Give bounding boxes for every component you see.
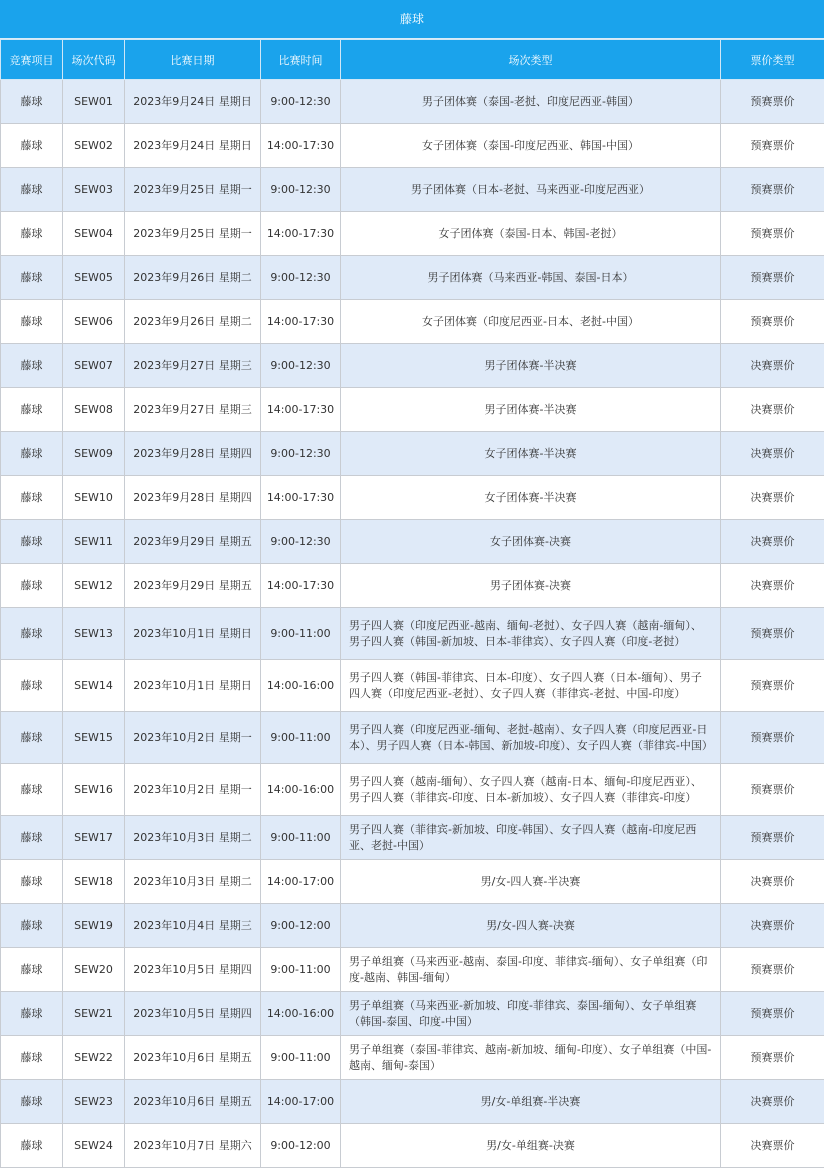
cell-date: 2023年10月6日 星期五 [125, 1036, 261, 1080]
cell-time: 9:00-12:30 [261, 432, 341, 476]
table-row [1, 712, 824, 764]
cell-sport: 藤球 [1, 1124, 63, 1168]
header-row [1, 40, 824, 80]
table-row [1, 476, 824, 520]
cell-date: 2023年9月28日 星期四 [125, 476, 261, 520]
cell-sport: 藤球 [1, 388, 63, 432]
cell-time: 14:00-17:00 [261, 860, 341, 904]
cell-type: 男子团体赛（泰国-老挝、印度尼西亚-韩国） [341, 80, 721, 124]
cell-price: 决赛票价 [721, 520, 824, 564]
cell-date: 2023年10月4日 星期三 [125, 904, 261, 948]
cell-price: 决赛票价 [721, 564, 824, 608]
cell-date: 2023年9月27日 星期三 [125, 344, 261, 388]
cell-date: 2023年9月24日 星期日 [125, 124, 261, 168]
cell-code: SEW12 [63, 564, 125, 608]
table-row [1, 1124, 824, 1168]
cell-time: 9:00-12:30 [261, 344, 341, 388]
cell-sport: 藤球 [1, 432, 63, 476]
cell-time: 14:00-17:30 [261, 476, 341, 520]
cell-sport: 藤球 [1, 1080, 63, 1124]
cell-type: 男子四人赛（韩国-菲律宾、日本-印度）、女子四人赛（日本-缅甸）、男子四人赛（印度尼西亚-老挝）、女子四人赛（菲律宾-老挝、中国-印度） [341, 660, 721, 712]
cell-sport: 藤球 [1, 904, 63, 948]
cell-time: 14:00-17:00 [261, 1080, 341, 1124]
cell-type: 女子团体赛-半决赛 [341, 476, 721, 520]
cell-code: SEW17 [63, 816, 125, 860]
cell-time: 14:00-17:30 [261, 212, 341, 256]
cell-date: 2023年9月25日 星期一 [125, 168, 261, 212]
cell-code: SEW04 [63, 212, 125, 256]
cell-date: 2023年9月29日 星期五 [125, 564, 261, 608]
cell-price: 决赛票价 [721, 860, 824, 904]
cell-time: 9:00-12:00 [261, 904, 341, 948]
cell-time: 14:00-17:30 [261, 124, 341, 168]
cell-code: SEW23 [63, 1080, 125, 1124]
cell-code: SEW22 [63, 1036, 125, 1080]
cell-sport: 藤球 [1, 168, 63, 212]
cell-time: 9:00-12:30 [261, 520, 341, 564]
cell-price: 决赛票价 [721, 432, 824, 476]
cell-date: 2023年9月26日 星期二 [125, 300, 261, 344]
cell-date: 2023年10月1日 星期日 [125, 660, 261, 712]
cell-price: 预赛票价 [721, 948, 824, 992]
cell-type: 男子四人赛（印度尼西亚-缅甸、老挝-越南）、女子四人赛（印度尼西亚-日本）、男子四人赛（日本-韩国、新加坡-印度）、女子四人赛（菲律宾-中国） [341, 712, 721, 764]
cell-code: SEW19 [63, 904, 125, 948]
cell-sport: 藤球 [1, 860, 63, 904]
table-row [1, 660, 824, 712]
cell-code: SEW15 [63, 712, 125, 764]
cell-type: 男/女-单组赛-决赛 [341, 1124, 721, 1168]
cell-date: 2023年10月6日 星期五 [125, 1080, 261, 1124]
cell-price: 决赛票价 [721, 904, 824, 948]
cell-type: 女子团体赛（印度尼西亚-日本、老挝-中国） [341, 300, 721, 344]
cell-code: SEW03 [63, 168, 125, 212]
cell-code: SEW10 [63, 476, 125, 520]
cell-sport: 藤球 [1, 660, 63, 712]
cell-date: 2023年10月5日 星期四 [125, 992, 261, 1036]
cell-code: SEW02 [63, 124, 125, 168]
cell-price: 预赛票价 [721, 168, 824, 212]
table-row [1, 124, 824, 168]
cell-date: 2023年10月7日 星期六 [125, 1124, 261, 1168]
cell-sport: 藤球 [1, 80, 63, 124]
cell-price: 预赛票价 [721, 256, 824, 300]
cell-date: 2023年9月26日 星期二 [125, 256, 261, 300]
cell-time: 9:00-12:30 [261, 80, 341, 124]
header-sport: 竞赛项目 [1, 40, 63, 80]
cell-time: 14:00-17:30 [261, 564, 341, 608]
table-row [1, 300, 824, 344]
cell-type: 男子四人赛（菲律宾-新加坡、印度-韩国）、女子四人赛（越南-印度尼西亚、老挝-中国） [341, 816, 721, 860]
table-row [1, 388, 824, 432]
cell-sport: 藤球 [1, 816, 63, 860]
cell-code: SEW11 [63, 520, 125, 564]
table-row [1, 1080, 824, 1124]
cell-price: 决赛票价 [721, 1124, 824, 1168]
cell-code: SEW18 [63, 860, 125, 904]
cell-sport: 藤球 [1, 476, 63, 520]
schedule-table [0, 39, 824, 1168]
cell-code: SEW01 [63, 80, 125, 124]
cell-type: 女子团体赛-决赛 [341, 520, 721, 564]
cell-price: 决赛票价 [721, 476, 824, 520]
cell-type: 男子团体赛-半决赛 [341, 388, 721, 432]
table-row [1, 764, 824, 816]
cell-time: 9:00-12:30 [261, 256, 341, 300]
cell-time: 9:00-11:00 [261, 948, 341, 992]
cell-code: SEW09 [63, 432, 125, 476]
cell-price: 预赛票价 [721, 992, 824, 1036]
cell-time: 14:00-16:00 [261, 660, 341, 712]
cell-time: 9:00-11:00 [261, 712, 341, 764]
header-type: 场次类型 [341, 40, 721, 80]
cell-sport: 藤球 [1, 764, 63, 816]
table-row [1, 608, 824, 660]
cell-sport: 藤球 [1, 948, 63, 992]
cell-code: SEW05 [63, 256, 125, 300]
cell-date: 2023年9月24日 星期日 [125, 80, 261, 124]
table-row [1, 80, 824, 124]
table-row [1, 948, 824, 992]
cell-code: SEW14 [63, 660, 125, 712]
cell-type: 男/女-单组赛-半决赛 [341, 1080, 721, 1124]
table-row [1, 520, 824, 564]
cell-sport: 藤球 [1, 712, 63, 764]
table-row [1, 816, 824, 860]
cell-code: SEW16 [63, 764, 125, 816]
cell-type: 男子团体赛（马来西亚-韩国、泰国-日本） [341, 256, 721, 300]
table-row [1, 1036, 824, 1080]
cell-sport: 藤球 [1, 124, 63, 168]
cell-date: 2023年9月28日 星期四 [125, 432, 261, 476]
cell-time: 14:00-17:30 [261, 300, 341, 344]
cell-code: SEW06 [63, 300, 125, 344]
cell-price: 预赛票价 [721, 712, 824, 764]
table-row [1, 168, 824, 212]
cell-sport: 藤球 [1, 992, 63, 1036]
cell-date: 2023年10月1日 星期日 [125, 608, 261, 660]
cell-sport: 藤球 [1, 1036, 63, 1080]
cell-price: 决赛票价 [721, 1080, 824, 1124]
cell-time: 9:00-11:00 [261, 816, 341, 860]
cell-type: 男/女-四人赛-决赛 [341, 904, 721, 948]
table-row [1, 564, 824, 608]
cell-type: 男子单组赛（马来西亚-越南、泰国-印度、菲律宾-缅甸）、女子单组赛（印度-越南、韩国-缅甸） [341, 948, 721, 992]
cell-sport: 藤球 [1, 256, 63, 300]
cell-date: 2023年9月25日 星期一 [125, 212, 261, 256]
cell-time: 9:00-12:30 [261, 168, 341, 212]
cell-type: 男子团体赛-决赛 [341, 564, 721, 608]
cell-type: 女子团体赛-半决赛 [341, 432, 721, 476]
cell-type: 男子团体赛-半决赛 [341, 344, 721, 388]
table-row [1, 344, 824, 388]
table-row [1, 256, 824, 300]
cell-date: 2023年10月3日 星期二 [125, 860, 261, 904]
cell-sport: 藤球 [1, 564, 63, 608]
cell-sport: 藤球 [1, 212, 63, 256]
table-row [1, 992, 824, 1036]
cell-price: 预赛票价 [721, 1036, 824, 1080]
cell-price: 预赛票价 [721, 816, 824, 860]
cell-time: 9:00-11:00 [261, 1036, 341, 1080]
cell-code: SEW24 [63, 1124, 125, 1168]
cell-price: 决赛票价 [721, 388, 824, 432]
cell-time: 9:00-12:00 [261, 1124, 341, 1168]
cell-time: 9:00-11:00 [261, 608, 341, 660]
cell-time: 14:00-16:00 [261, 992, 341, 1036]
cell-sport: 藤球 [1, 300, 63, 344]
header-time: 比赛时间 [261, 40, 341, 80]
cell-price: 预赛票价 [721, 764, 824, 816]
cell-date: 2023年10月2日 星期一 [125, 712, 261, 764]
table-title: 藤球 [0, 0, 824, 39]
cell-sport: 藤球 [1, 608, 63, 660]
cell-type: 男子四人赛（越南-缅甸）、女子四人赛（越南-日本、缅甸-印度尼西亚）、男子四人赛（菲律宾-印度、日本-新加坡）、女子四人赛（菲律宾-印度） [341, 764, 721, 816]
cell-type: 男子单组赛（泰国-菲律宾、越南-新加坡、缅甸-印度）、女子单组赛（中国-越南、缅甸-泰国） [341, 1036, 721, 1080]
header-code: 场次代码 [63, 40, 125, 80]
cell-code: SEW08 [63, 388, 125, 432]
header-price: 票价类型 [721, 40, 824, 80]
cell-date: 2023年10月3日 星期二 [125, 816, 261, 860]
cell-price: 预赛票价 [721, 80, 824, 124]
header-date: 比赛日期 [125, 40, 261, 80]
cell-date: 2023年9月27日 星期三 [125, 388, 261, 432]
cell-price: 预赛票价 [721, 608, 824, 660]
cell-time: 14:00-16:00 [261, 764, 341, 816]
cell-type: 男子单组赛（马来西亚-新加坡、印度-菲律宾、泰国-缅甸）、女子单组赛（韩国-泰国、印度-中国） [341, 992, 721, 1036]
table-row [1, 432, 824, 476]
cell-sport: 藤球 [1, 344, 63, 388]
cell-type: 男子团体赛（日本-老挝、马来西亚-印度尼西亚） [341, 168, 721, 212]
cell-price: 预赛票价 [721, 212, 824, 256]
table-row [1, 904, 824, 948]
cell-code: SEW20 [63, 948, 125, 992]
table-row [1, 860, 824, 904]
cell-type: 女子团体赛（泰国-印度尼西亚、韩国-中国） [341, 124, 721, 168]
cell-price: 预赛票价 [721, 660, 824, 712]
cell-code: SEW13 [63, 608, 125, 660]
cell-type: 男子四人赛（印度尼西亚-越南、缅甸-老挝）、女子四人赛（越南-缅甸）、男子四人赛（韩国-新加坡、日本-菲律宾）、女子四人赛（印度-老挝） [341, 608, 721, 660]
cell-price: 预赛票价 [721, 124, 824, 168]
table-row [1, 212, 824, 256]
cell-date: 2023年10月5日 星期四 [125, 948, 261, 992]
cell-sport: 藤球 [1, 520, 63, 564]
cell-code: SEW07 [63, 344, 125, 388]
cell-type: 男/女-四人赛-半决赛 [341, 860, 721, 904]
cell-code: SEW21 [63, 992, 125, 1036]
cell-time: 14:00-17:30 [261, 388, 341, 432]
cell-date: 2023年9月29日 星期五 [125, 520, 261, 564]
cell-price: 决赛票价 [721, 344, 824, 388]
cell-date: 2023年10月2日 星期一 [125, 764, 261, 816]
cell-price: 预赛票价 [721, 300, 824, 344]
cell-type: 女子团体赛（泰国-日本、韩国-老挝） [341, 212, 721, 256]
